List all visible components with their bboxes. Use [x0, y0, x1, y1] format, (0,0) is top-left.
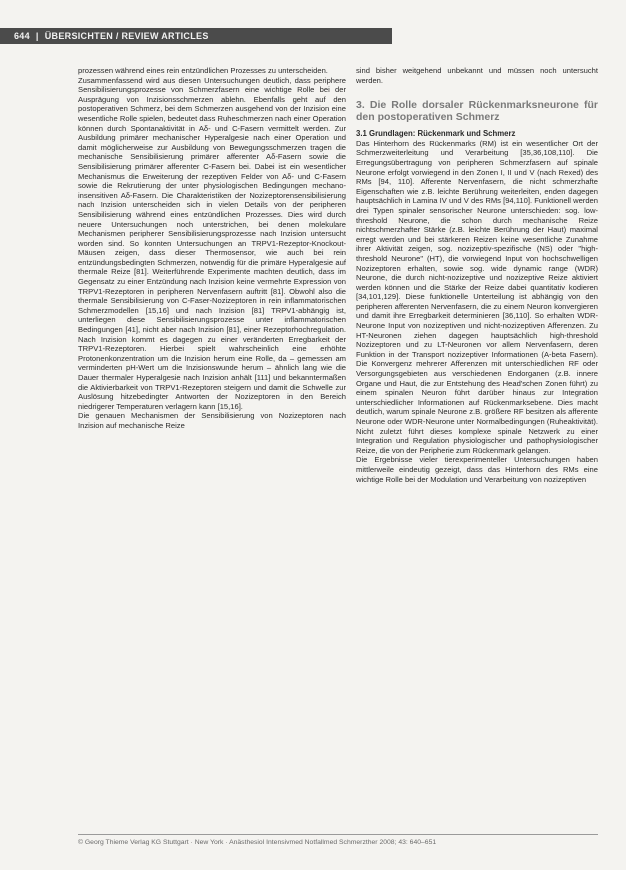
left-paragraph-1: prozessen während eines rein entzündlichen Prozesses zu unterscheiden. [78, 66, 328, 75]
running-header [0, 28, 392, 44]
subsection-heading: 3.1 Grundlagen: Rückenmark und Schmerz [356, 129, 516, 139]
page-number: 644 [14, 31, 30, 41]
right-column [356, 66, 598, 484]
footer-divider [78, 834, 598, 835]
header-section-label: ÜBERSICHTEN / REVIEW ARTICLES [44, 31, 209, 41]
left-column [78, 66, 346, 431]
footer-citation: © Georg Thieme Verlag KG Stuttgart · New York · Anästhesiol Intensivmed Notfallmed Schmerzther 2008; 43: 640–651 [78, 839, 437, 846]
right-paragraph-2: Die Ergebnisse vieler tierexperimenteller Untersuchungen haben mittlerweile eindeutig gezeigt, dass das Hinterhorn des RMs eine wichtige Rolle bei der Modulation und Verarbeitung von nozizeptiven [356, 455, 598, 484]
section-heading: 3. Die Rolle dorsaler Rückenmarksneurone für den postoperativen Schmerz [356, 99, 598, 124]
header-separator: | [35, 31, 39, 41]
right-intro-text: sind bisher weitgehend unbekannt und müssen noch untersucht werden. [356, 66, 598, 85]
right-paragraph-1: Das Hinterhorn des Rückenmarks (RM) ist ein wesentlicher Ort der Schmerzweiterleitung und Verarbeitung [35,36,108,110]. Die Erregungsübertragung von peripheren Schmerzfasern auf spinale Neurone erfolgt vorwiegend in den Zonen I, II und V (nach Rexed) des RMs [94, 110]. Afferente Nervenfasern, die nicht schmerzhafte Eigenschaften wie z.B. leichte Berührung weiterleiten, enden dagegen hauptsächlich in Lamina IV und V des RMs [94,110]. Funktionell werden drei Typen spinaler sensorischer Neurone unterschieden: sog. low-threshold Neurone, die schon durch mechanische Reize nichtschmerzhafter Stärke (z.B. leichte Berührung der Haut) maximal erregt werden und bei stärkeren Reizen keine wesentliche Zunahme ihrer Aktivität zeigen, sog. nozizeptiv-spezifische (NS) oder "high-threshold Neurone" (HT), die vorwiegend Input von hochschwelligen Nozizeptoren erhalten, sowie sog. wide dynamic range (WDR) Neurone, die durch nicht-nozizeptive und nozizeptive Reize aktiviert werden können und die Stärke der Reize dabei quantitativ kodieren [34,101,129]. Diese funktionelle Unterteilung ist abhängig von den peripheren afferenten Nervenfasern, die zu einem Neuron konvergieren und damit ihre Erregbarkeit determinieren [36,110]. So erhalten WDR-Neurone Input von nozizeptiven und nicht-nozizeptiven Afferenzen. Zu HT-Neuronen ziehen dagegen hauptsächlich high-threshold Nozizeptoren und zu LT-Neuronen vor allem Nervenfasern, deren Funktion in der Transport nozizeptiver Informationen (A-beta Fasern). Die Konvergenz mehrerer Afferenzen mit unterschiedlichen RF oder Versorgungsgebieten aus verschiedenen Endorganen (z.B. innere Organe und Haut, die zur Entstehung des Head'schen Zonen führt) zu einem spinalen Neuron führt darüber hinaus zur Integration unterschiedlicher Informationen auf Rückenmarksebene. Dies macht deutlich, warum spinale Neurone z.B. größere RF besitzen als afferente Neurone oder WDR-Neurone unter Normalbedingungen (Ruheaktivität). Nicht zuletzt führt dieses komplexe spinale Netzwerk zu einer Integration und Regulation physiologischer und pathophysiologischer Reize, die von der Peripherie zum Rückenmark gelangen. [356, 138, 598, 455]
left-paragraph-2: Zusammenfassend wird aus diesen Untersuchungen deutlich, dass periphere Sensibilisierungsprozesse von Schmerzfasern eine wichtige Rolle bei der Ausprägung von Inzisionsschmerzen ablehn. Ebenfalls geht auf den postoperativen Schmerz, bei dem Schmerzen ausgehend von der Inzision eine wesentliche Rolle spielen, bedeutet dass Ruheschmerzen nach einer Operation können durch Spontanaktivität in Aδ- und C-Fasern vermittelt werden. Zur Ausbildung primärer mechanischer Hyperalgesie nach einer Operation und damit möglicherweise zur Ausbildung von Bewegungsschmerzen tragen die mechanische Sensibilisierung primärer afferenter Aδ-Fasern sowie die Sensibilisierung primärer afferenter C-Fasern bei. Dabei ist ein wesentlicher Mechanismus die Erweiterung der rezeptiven Felder von Aδ- und C-Fasern sowie die Rekrutierung der unter physiologischen Bedingungen mechano-insensitiven Aδ-Fasern. Die Charakteristiken der Nozizeptorensensibilisierung nach Inzision unterscheiden sich in vielen Details von der peripheren Sensibilisierung während eines entzündlichen Prozesses. Dies wird durch neuere Untersuchungen noch unterstrichen, bei denen molekulare Mechanismen peripherer Sensibilisierungsprozesse nach Inzision untersucht worden sind. So konnten Untersuchungen an TRPV1-Rezeptor-Knockout-Mäusen zeigen, dass dieser Thermosensor, wie auch bei rein entzündungsbedingten Schmerzen, notwendig für die primäre Hyperalgesie auf thermale Reize [81]. Weiterführende Experimente machten deutlich, dass im Gegensatz zu einer Entzündung nach Inzision keine vermehrte Expression von TRPV1-Rezeptoren in peripheren Nervenfasern auftritt [81]. Obwohl also die thermale Sensibilisierung von C-Faser-Nozizeptoren in rein inflammatorischen Schmerzmodellen [15,16] und nach Inzision [81] TRPV1-abhängig ist, unterliegen diese Sensibilisierungsprozesse unter inflammatorischen Bedingungen [41], nicht aber nach Inzision [81], einer Rezeptorhochregulation. Nach Inzision kommt es dagegen zu einer veränderten Erregbarkeit der TRPV1-Rezeptoren. Hierbei spielt wahrscheinlich eine erhöhte Protonenkonzentration um die Inzision herum eine Rolle, da – gemessen am verminderten pH-Wert um die Inzisionswunde herum – ähnlich lang wie die Dauer thermaler Hyperalgesie nach Inzision anhält [111] und bekanntermaßen die Aktivierbarkeit von TRPV1-Rezeptoren steigern und damit die Schwelle zur Auslösung hitzebedingter Antworten der Nozizeptoren in den Bereich niedrigerer Temperaturen verlagern kann [15,16]. [78, 75, 346, 411]
left-paragraph-3: Die genauen Mechanismen der Sensibilisierung von Nozizeptoren nach Inzision auf mechanische Reize [78, 411, 346, 430]
